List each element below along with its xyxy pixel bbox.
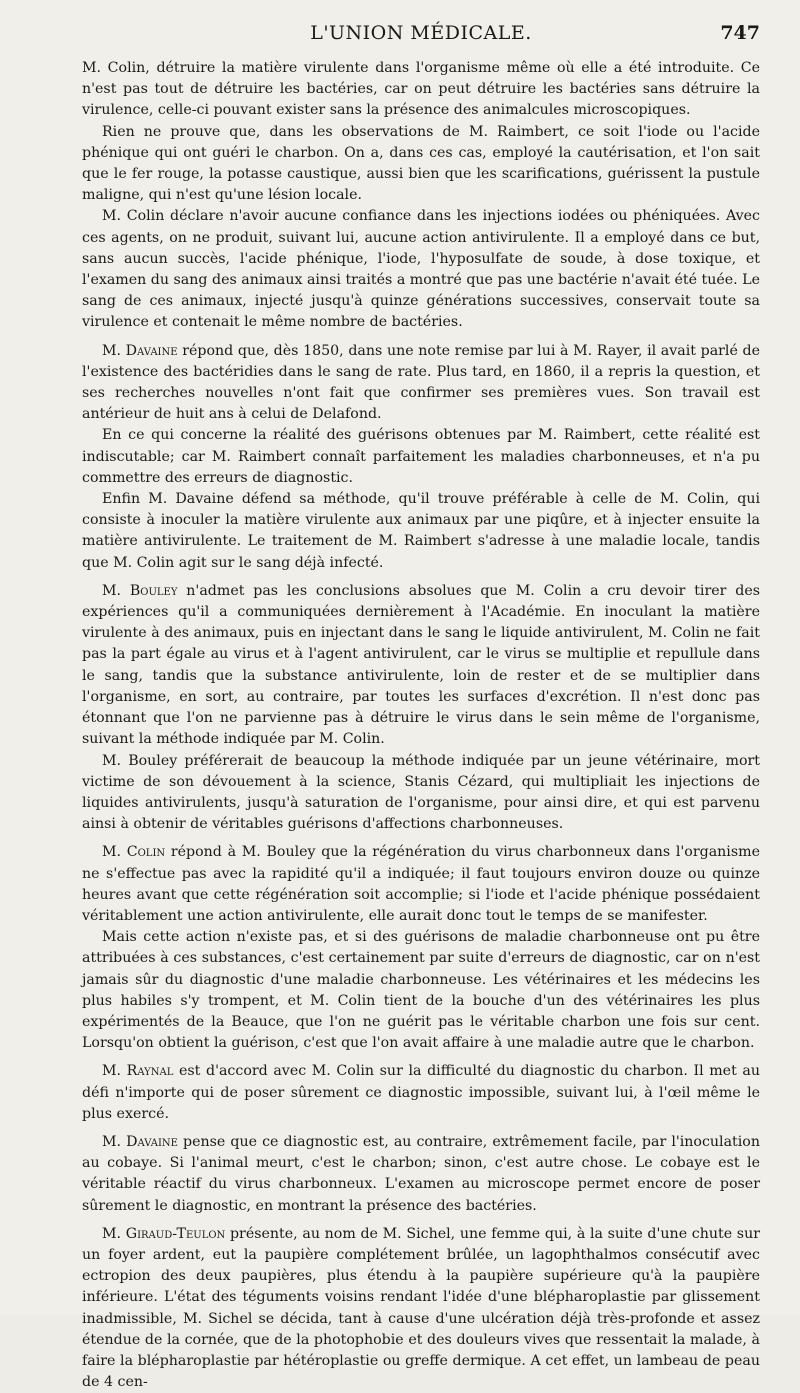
speaker-name: M. Bouley	[102, 582, 178, 599]
speaker-name: M. Davaine	[102, 342, 178, 359]
paragraph	[82, 1224, 760, 1393]
paragraph-text: répond à M. Bouley que la régénération du virus charbonneux dans l'organisme ne s'effectue pas avec la rapidité qu'il a indiquée; il faut toujours environ douze ou quinze heures avant que cette régénération soit accomplie; si l'iode et l'acide phénique possédaient véritablement une action antivirulente, elle aurait donc tout le temps de se manifester.	[82, 844, 760, 924]
paragraph-text: M. Colin déclare n'avoir aucune confiance dans les injections iodées ou phéniquées. Avec ces agents, on ne produit, suivant lui, aucune action antivirulente. Il a employé dans ce but, sans aucun succès, l'acide phénique, l'iode, l'hyposulfate de soude, à dose toxique, et l'examen du sang des animaux ainsi traités a montré que pas une bactérie n'avait été tuée. Le sang de ces animaux, injecté jusqu'à quinze générations successives, conservait toute sa virulence et contenait le même nombre de bactéries.	[82, 208, 760, 331]
paragraph	[82, 1132, 760, 1217]
speaker-name: M. Giraud-Teulon	[102, 1225, 226, 1242]
paragraph-text: M. Colin, détruire la matière virulente dans l'organisme même où elle a été introduite. Ce n'est pas tout de détruire les bactéries, car on peut détruire les bactéries sans détruire la virulence, celle-ci pouvant exister sans la présence des animalcules microscopiques.	[82, 60, 760, 119]
paragraph-text: Rien ne prouve que, dans les observations de M. Raimbert, ce soit l'iode ou l'acide phénique qui ont guéri le charbon. On a, dans ces cas, employé la cautérisation, et l'on sait que le fer rouge, la potasse caustique, aussi bien que les scarifications, guérissent la pustule maligne, qui n'est qu'une lésion locale.	[82, 123, 760, 204]
paragraph	[82, 206, 760, 333]
article-body	[82, 58, 760, 1393]
paragraph-text: présente, au nom de M. Sichel, une femme qui, à la suite d'une chute sur un foyer ardent, eut la paupière complétement brûlée, un lagophthalmos consécutif avec ectropion des deux paupières, plus étendu à la paupière supérieure qu'à la paupière inférieure. L'état des téguments voisins rendant l'idée d'une blépharoplastie par glissement inadmissible, M. Sichel se décida, tant à cause d'une ulcération déjà très-profonde et assez étendue de la cornée, que de la photophobie et des douleurs vives que ressentait la malade, à faire la blépharoplastie par hétéroplastie ou greffe dermique. A cet effet, un lambeau de peau de 4 cen-	[82, 1225, 760, 1391]
paragraph-text: En ce qui concerne la réalité des guérisons obtenues par M. Raimbert, cette réalité est indiscutable; car M. Raimbert connaît parfaitement les maladies charbonneuses, et n'a pu commettre des erreurs de diagnostic.	[82, 427, 760, 486]
paragraph	[82, 751, 760, 836]
page-header	[82, 18, 760, 58]
speaker-name: M. Davaine	[102, 1133, 178, 1150]
running-title: L'UNION MÉDICALE.	[310, 22, 532, 44]
paragraph	[82, 1061, 760, 1125]
paragraph	[82, 341, 760, 426]
paragraph-text: Mais cette action n'existe pas, et si des guérisons de maladie charbonneuse ont pu être attribuées à ces substances, c'est certainement par suite d'erreurs de diagnostic, car on n'est jamais sûr du diagnostic d'une maladie charbonneuse. Les vétérinaires et les médecins les plus habiles s'y trompent, et M. Colin tient de la bouche d'un des vétérinaires les plus expérimentés de la Beauce, que l'on ne guérit pas le véritable charbon une fois sur cent. Lorsqu'on obtient la guérison, c'est que l'on avait affaire à une maladie autre que le charbon.	[82, 929, 760, 1052]
paragraph-text: est d'accord avec M. Colin sur la difficulté du diagnostic du charbon. Il met au défi n'importe qui de poser sûrement ce diagnostic impossible, suivant lui, à l'œil même le plus exercé.	[82, 1063, 760, 1122]
paragraph	[82, 122, 760, 207]
paragraph-text: n'admet pas les conclusions absolues que M. Colin a cru devoir tirer des expériences qu'il a communiquées dernièrement à l'Académie. En inoculant la matière virulente à des animaux, puis en injectant dans le sang le liquide antivirulent, M. Colin ne fait pas la part égale au virus et à l'agent antivirulent, car le virus se multiplie et repullule dans le sang, tandis que la substance antivirulente, loin de rester et de se multiplier dans l'organisme, en sort, au contraire, par toutes les surfaces d'excrétion. Il n'est donc pas étonnant que l'on ne parvienne pas à détruire le virus dans le sein même de l'organisme, suivant la méthode indiquée par M. Colin.	[82, 582, 761, 748]
speaker-name: M. Raynal	[102, 1063, 174, 1080]
paragraph	[82, 842, 760, 927]
paragraph-text: Enfin M. Davaine défend sa méthode, qu'il trouve préférable à celle de M. Colin, qui consiste à inoculer la matière virulente aux animaux par une piqûre, et à injecter ensuite la matière antivirulente. Le traitement de M. Raimbert s'adresse à une maladie locale, tandis que M. Colin agit sur le sang déjà infecté.	[82, 491, 760, 571]
paragraph-text: M. Bouley préférerait de beaucoup la méthode indiquée par un jeune vétérinaire, mort victime de son dévouement à la science, Stanis Cézard, qui multipliait les injections de liquides antivirulents, jusqu'à saturation de l'organisme, pour ainsi dire, et qui est parvenu ainsi à obtenir de véritables guérisons d'affections charbonneuses.	[82, 752, 760, 833]
paragraph	[82, 927, 760, 1054]
paragraph-text: répond que, dès 1850, dans une note remise par lui à M. Rayer, il avait parlé de l'existence des bactéridies dans le sang de rate. Plus tard, en 1860, il a repris la question, et ses recherches nouvelles n'ont fait que confirmer ses premières vues. Son travail est antérieur de huit ans à celui de Delafond.	[82, 342, 760, 423]
page-number: 747	[720, 22, 760, 44]
paragraph	[82, 489, 760, 574]
speaker-name: M. Colin	[102, 844, 166, 861]
paragraph-text: pense que ce diagnostic est, au contraire, extrêmement facile, par l'inoculation au cobaye. Si l'animal meurt, c'est le charbon; sinon, c'est autre chose. Le cobaye est le véritable réactif du virus charbonneux. L'examen au microscope permet encore de poser sûrement le diagnostic, en montrant la présence des bactéries.	[82, 1133, 760, 1214]
paragraph	[82, 58, 760, 122]
paragraph	[82, 425, 760, 489]
paragraph	[82, 581, 760, 751]
